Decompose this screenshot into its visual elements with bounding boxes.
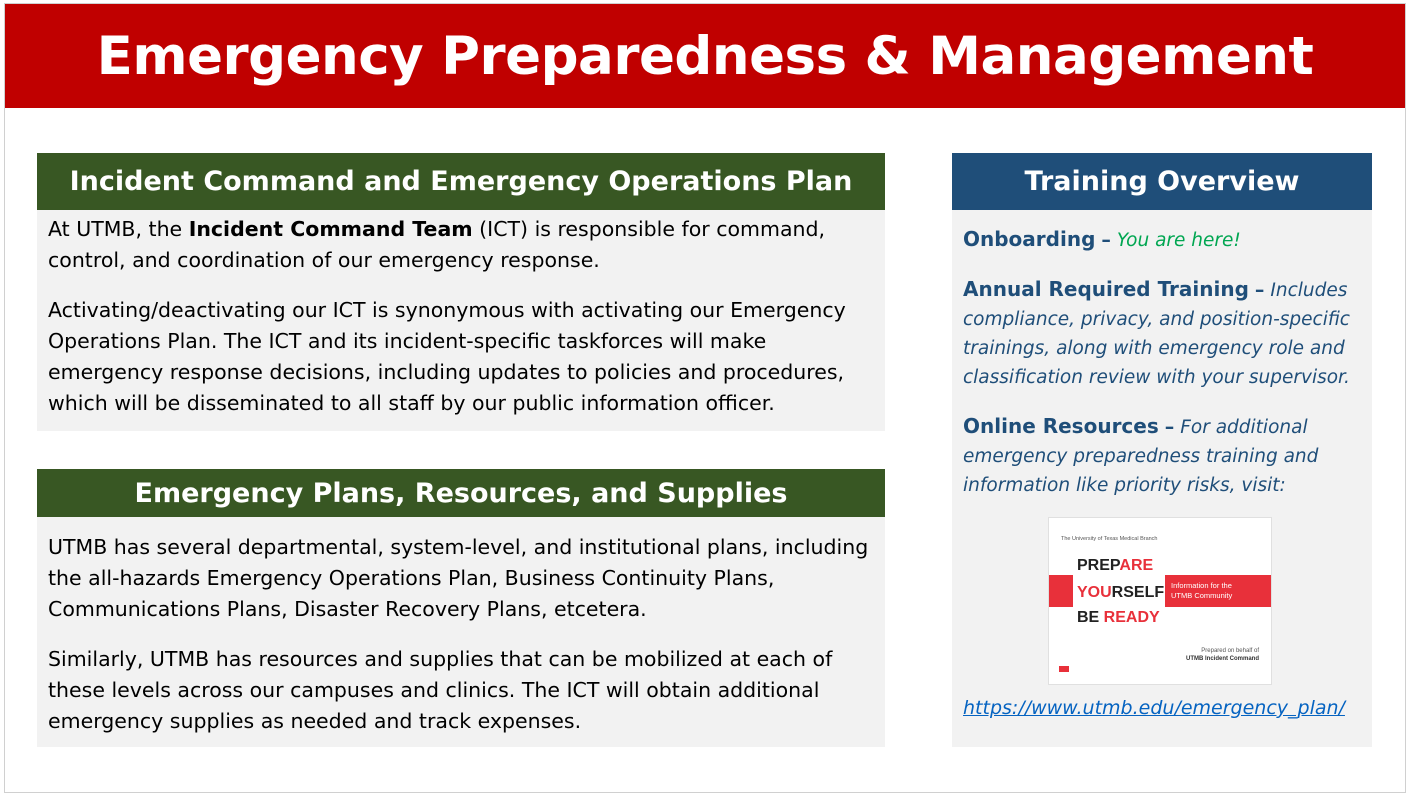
training-item-annual: Annual Required Training – Includes compliance, privacy, and position-specific trainings, along with emergency role and classification review with your supervisor. (963, 277, 1350, 388)
slide-title: Emergency Preparedness & Management (5, 4, 1405, 108)
incident-command-team-term: Incident Command Team (188, 217, 473, 241)
training-item-onboarding: Onboarding – You are here! (963, 227, 1241, 251)
incident-command-header-text: Incident Command and Emergency Operations Plan (69, 166, 853, 197)
flyer-line-2: YOURSELF (1077, 584, 1165, 601)
plans-resources-body (48, 532, 874, 756)
flyer-info-2: UTMB Community (1171, 591, 1233, 600)
incident-command-paragraph-1: At UTMB, the Incident Command Team (ICT) is responsible for command, control, and coordination of our emergency response. (48, 217, 826, 272)
plans-resources-header-text: Emergency Plans, Resources, and Supplies (134, 477, 788, 509)
flyer-line-1: PREPARE (1077, 557, 1154, 574)
training-overview-header-text: Training Overview (1024, 166, 1300, 197)
training-list (963, 225, 1362, 520)
slide (4, 3, 1406, 793)
plans-resources-paragraph-1: UTMB has several departmental, system-level, and institutional plans, including the all-hazards Emergency Operations Plan, Business Continuity Plans, Communications Plans, Disaster Recovery Plans, etcetera. (48, 535, 869, 621)
you-are-here-note: You are here! (1116, 230, 1241, 251)
plans-resources-header (37, 469, 885, 517)
flyer-line-3: BE READY (1077, 609, 1160, 626)
flyer-graphic (1049, 518, 1271, 684)
flyer-logo-mark (1059, 666, 1069, 672)
training-overview-header (952, 153, 1372, 210)
flyer-org: The University of Texas Medical Branch (1061, 536, 1158, 542)
incident-command-body (48, 214, 874, 438)
flyer-prepared-1: Prepared on behalf of (1201, 648, 1259, 654)
emergency-plan-link[interactable]: https://www.utmb.edu/emergency_plan/ (963, 697, 1345, 719)
plans-resources-panel (37, 469, 885, 747)
training-item-online-resources: Online Resources – For additional emergency preparedness training and information like priority risks, visit: (963, 414, 1319, 496)
flyer-info-1: Information for the (1171, 581, 1232, 590)
incident-command-panel (37, 153, 885, 431)
incident-command-header (37, 153, 885, 210)
incident-command-paragraph-2: Activating/deactivating our ICT is synonymous with activating our Emergency Operations Plan. The ICT and its incident-specific taskforces will make emergency response decisions, including updates to policies and procedures, which will be disseminated to all staff by our public information officer. (48, 298, 846, 415)
prepare-yourself-flyer[interactable] (1048, 517, 1272, 685)
flyer-prepared-2: UTMB Incident Command (1186, 656, 1259, 662)
training-overview-panel (952, 153, 1372, 747)
plans-resources-paragraph-2: Similarly, UTMB has resources and supplies that can be mobilized at each of these levels across our campuses and clinics. The ICT will obtain additional emergency supplies as needed and track expenses. (48, 647, 833, 733)
